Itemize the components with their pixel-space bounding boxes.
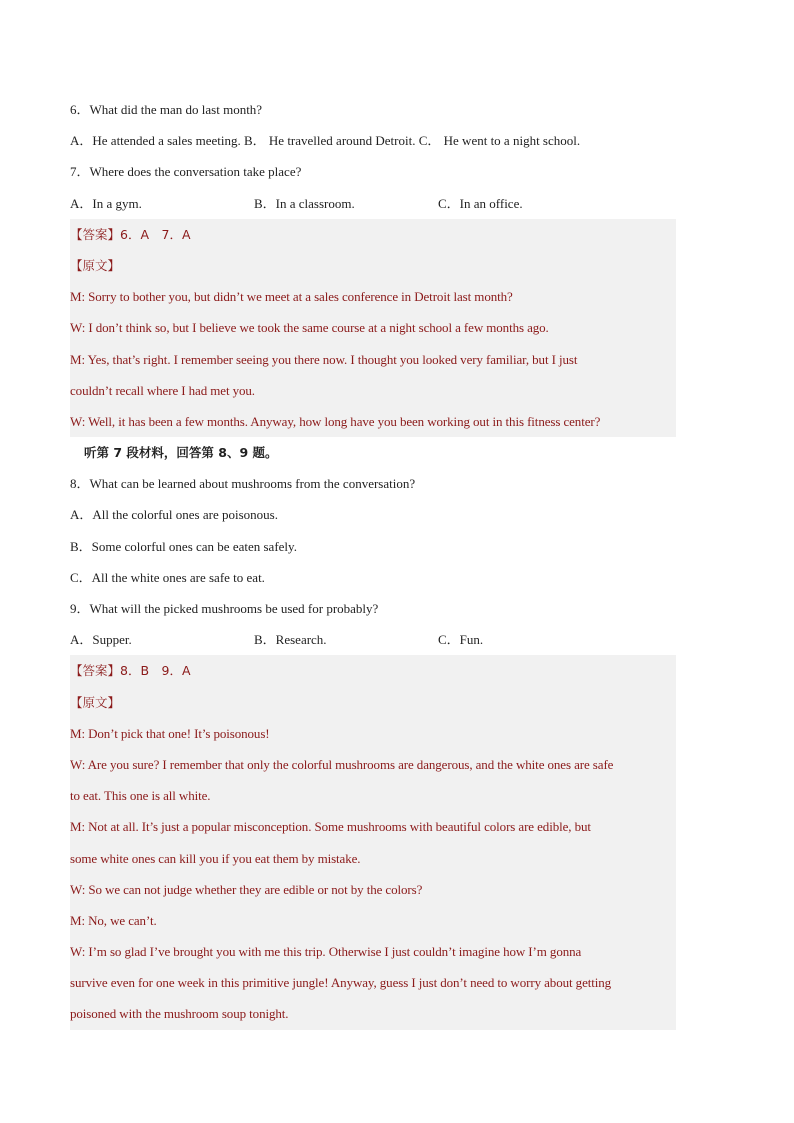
question-9: 9．What will the picked mushrooms be used for probably? [70, 601, 379, 616]
transcript-line: M: Not at all. It’s just a popular misconception. Some mushrooms with beautiful colors are edible, but [70, 811, 676, 842]
question-6-options: A．He attended a sales meeting. B． He travelled around Detroit. C． He went to a night school. [70, 133, 581, 149]
transcript-line: survive even for one week in this primitive jungle! Anyway, guess I just don’t need to worry about getting [70, 967, 676, 998]
section-heading: 听第 7 段材料，回答第 8、9 题。 [84, 445, 278, 461]
answer-key: 【答案】8．B 9．A [70, 655, 676, 686]
transcript-line: W: I don’t think so, but I believe we took the same course at a night school a few months ago. [70, 312, 676, 343]
question-8: 8．What can be learned about mushrooms from the conversation? [70, 476, 416, 492]
original-label: 【原文】 [70, 687, 676, 718]
question-7: 7．Where does the conversation take place? [70, 164, 302, 180]
question-9-options [70, 624, 676, 655]
original-label: 【原文】 [70, 250, 676, 281]
question-8-option-a: A．All the colorful ones are poisonous. [70, 507, 278, 523]
question-6: 6．What did the man do last month? [70, 102, 263, 117]
transcript-line: W: I’m so glad I’ve brought you with me this trip. Otherwise I just couldn’t imagine how I’m gonna [70, 936, 676, 967]
document-page [70, 94, 676, 1030]
answer-block-2 [70, 655, 676, 1029]
option-c: C．Fun. [438, 632, 484, 648]
question-7-options [70, 188, 676, 219]
option-a: A．Supper. [70, 632, 132, 648]
answer-key: 【答案】6．A 7．A [70, 219, 676, 250]
transcript-line: some white ones can kill you if you eat them by mistake. [70, 843, 676, 874]
option-b: B．In a classroom. [254, 195, 355, 211]
question-8-option-b: B．Some colorful ones can be eaten safely. [70, 538, 297, 554]
transcript-line: M: Don’t pick that one! It’s poisonous! [70, 718, 676, 749]
transcript-line: W: Are you sure? I remember that only the colorful mushrooms are dangerous, and the white ones are safe [70, 749, 676, 780]
option-a: A．In a gym. [70, 195, 142, 211]
transcript-line: couldn’t recall where I had met you. [70, 375, 676, 406]
transcript-line: W: Well, it has been a few months. Anyway, how long have you been working out in this fitness center? [70, 406, 676, 437]
option-b: B．Research. [254, 632, 327, 648]
answer-block-1 [70, 219, 676, 437]
transcript-line: M: No, we can’t. [70, 905, 676, 936]
transcript-line: poisoned with the mushroom soup tonight. [70, 998, 676, 1029]
transcript-line: W: So we can not judge whether they are edible or not by the colors? [70, 874, 676, 905]
question-8-option-c: C．All the white ones are safe to eat. [70, 569, 265, 585]
transcript-line: to eat. This one is all white. [70, 780, 676, 811]
transcript-line: M: Sorry to bother you, but didn’t we meet at a sales conference in Detroit last month? [70, 281, 676, 312]
option-c: C．In an office. [438, 195, 523, 211]
transcript-line: M: Yes, that’s right. I remember seeing you there now. I thought you looked very familiar, but I just [70, 344, 676, 375]
